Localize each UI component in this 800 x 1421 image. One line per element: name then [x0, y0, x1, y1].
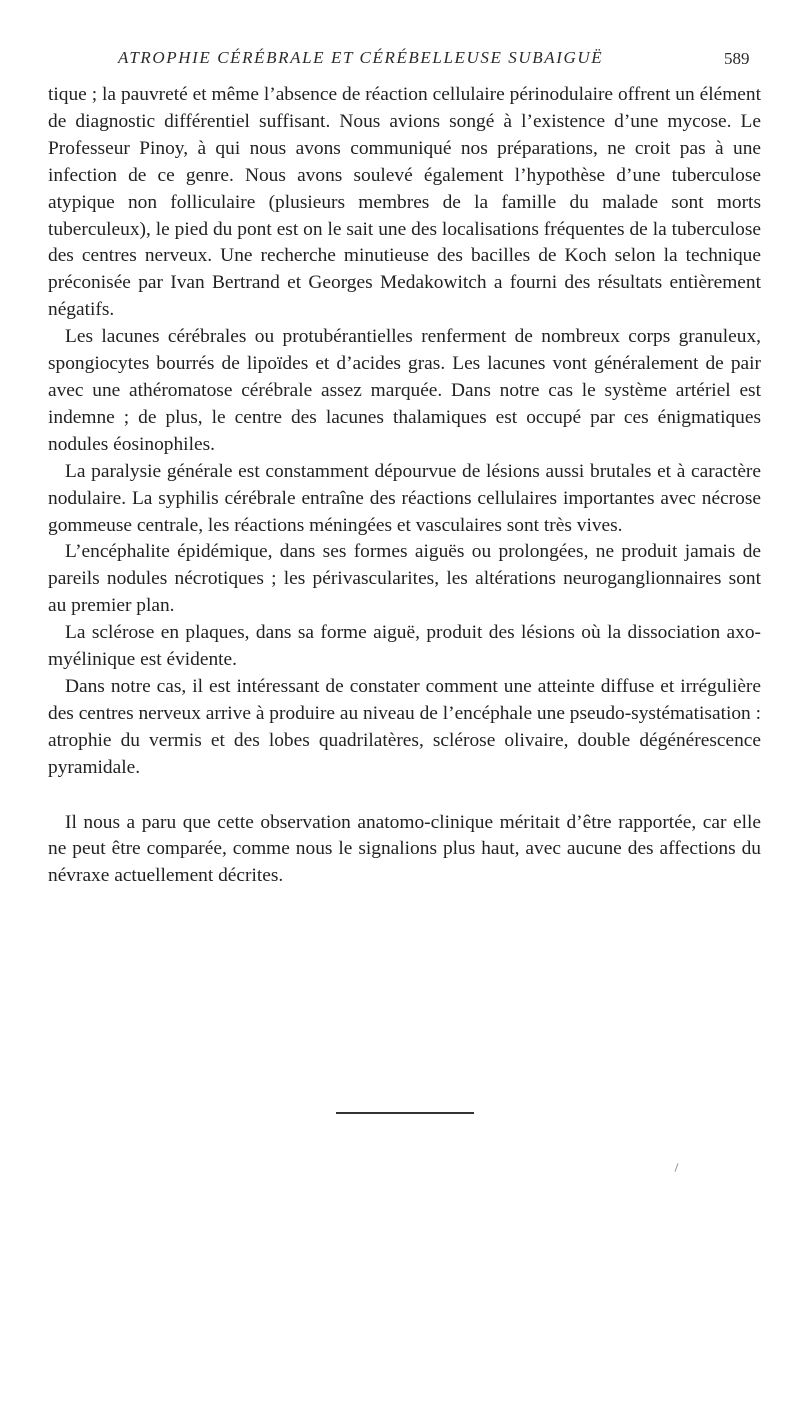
paragraph-encephalite: L’encéphalite épidémique, dans ses formes aiguës ou prolongées, ne produit jamais de pareils nodules nécrotiques ; les périvascularites, les altérations neuroganglionnaires sont au premier plan. [48, 541, 761, 617]
paragraph-paralysie-generale: La paralysie générale est constamment dépourvue de lésions aussi brutales et à caractère nodulaire. La syphilis cérébrale entraîne des réactions cellulaires importantes avec nécrose gommeuse centrale, les réactions méningées et vasculaires sont très vives. [48, 460, 761, 536]
paragraph-pseudo-systematisation: Dans notre cas, il est intéressant de constater comment une atteinte diffuse et irrégulière des centres nerveux arrive à produire au niveau de l’encéphale une pseudo-systématisation : atrophie du vermis et des lobes quadrilatères, sclérose olivaire, double dégénérescence pyramidale. [48, 675, 761, 778]
running-title: ATROPHIE CÉRÉBRALE ET CÉRÉBELLEUSE SUBAIGUË [118, 48, 604, 67]
paragraph-sclerose-en-plaques: La sclérose en plaques, dans sa forme aiguë, produit des lésions où la dissociation axo-myélinique est évidente. [48, 622, 761, 671]
page-number: 589 [724, 49, 750, 68]
section-end-rule [336, 1112, 474, 1114]
paragraph-continuation: tique ; la pauvreté et même l’absence de réaction cellulaire périnodulaire offrent un élément de diagnostic différentiel suffisant. Nous avions songé à l’existence d’une mycose. Le Professeur Pinoy, à qui nous avons communiqué nos préparations, ne croit pas à une infection de ce genre. Nous avons soulevé également l’hypothèse d’une tuberculose atypique non folliculaire (plusieurs membres de la famille du malade sont morts tuberculeux), le pied du pont est on le sait une des localisations fréquentes de la tuberculose des centres nerveux. Une recherche minutieuse des bacilles de Koch selon la technique préconisée par Ivan Bertrand et Georges Medakowitch a fourni des résultats entièrement négatifs. [48, 84, 761, 321]
paragraph-conclusion: Il nous a paru que cette observation anatomo-clinique méritait d’être rapportée, car elle ne peut être comparée, comme nous le signalions plus haut, avec aucune des affections du névraxe actuellement décrites. [48, 811, 761, 887]
scan-speck [674, 1163, 678, 1172]
body-text [48, 82, 761, 890]
paragraph-lacunes: Les lacunes cérébrales ou protubérantielles renferment de nombreux corps granuleux, spongiocytes bourrés de lipoïdes et d’acides gras. Les lacunes vont généralement de pair avec une athéromatose cérébrale assez marquée. Dans notre cas le système artériel est indemne ; de plus, le centre des lacunes thalamiques est occupé par ces énigmatiques nodules éosinophiles. [48, 326, 761, 455]
